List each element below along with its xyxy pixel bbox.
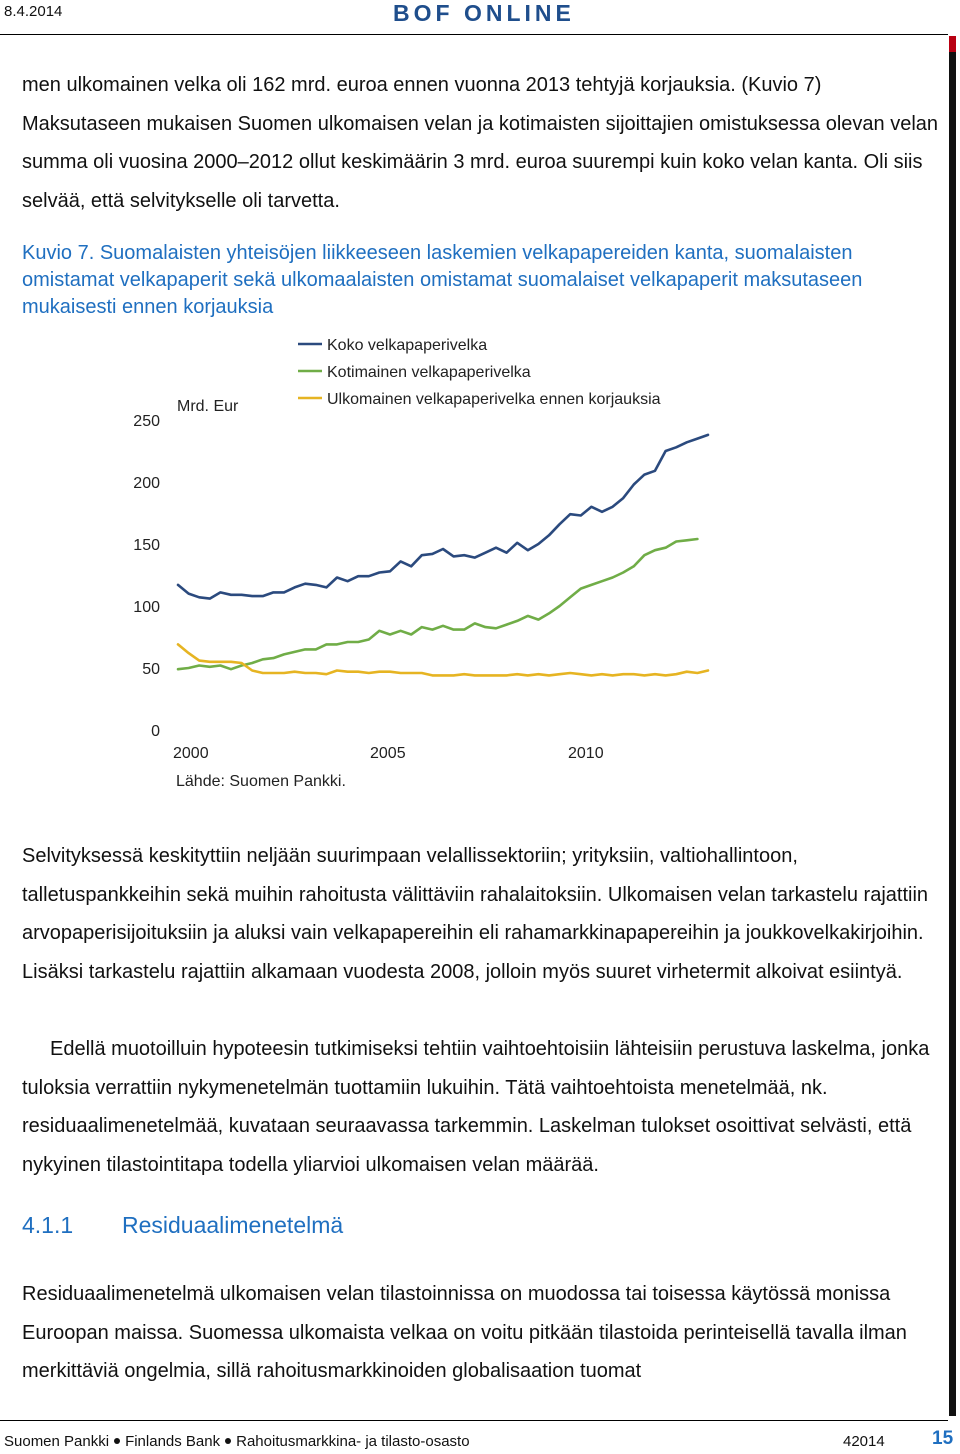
chart-legend xyxy=(298,337,661,408)
series-line xyxy=(178,539,697,669)
footer-department: Rahoitusmarkkina- ja tilasto-osasto xyxy=(236,1433,470,1450)
chart-source: Lähde: Suomen Pankki. xyxy=(176,773,346,790)
x-tick-label: 2000 xyxy=(173,745,209,762)
y-tick-label: 50 xyxy=(142,661,160,678)
y-tick-label: 200 xyxy=(133,475,160,492)
side-color-strip xyxy=(949,36,956,1416)
legend-label: Koko velkapaperivelka xyxy=(327,337,488,354)
chart-y-axis-label: Mrd. Eur xyxy=(177,398,239,415)
series-line xyxy=(178,435,708,599)
paragraph-2: Edellä muotoilluin hypoteesin tutkimiseksi tehtiin vaihtoehtoisiin lähteisiin perustuva laskelma, jonka tuloksia verrattiin nykymenetelmän tuottamiin lukuihin. Tätä vaihtoehtoista menetelmää, nk. residuaalimenetelmää, kuvataan seuraavassa tarkemmin. Laskelman tulokset osoittivat selvästi, että nykyinen tilastointitapa todella yliarvioi ulkomaisen velan määrää. xyxy=(22,1038,930,1176)
footer-org-sv: Finlands Bank xyxy=(125,1433,221,1450)
footer-org-fi: Suomen Pankki xyxy=(4,1433,110,1450)
page-number: 15 xyxy=(932,1428,954,1449)
bullet-icon xyxy=(114,1438,120,1444)
section-heading xyxy=(22,1212,343,1239)
chart-y-ticks xyxy=(133,413,160,740)
paragraph-1: Selvityksessä keskityttiin neljään suurimpaan velallissektoriin; yrityksiin, valtiohallintoon, talletuspankkeihin sekä muihin rahoitusta välittäviin rahalaitoksiin. Ulkomaisen velan tarkastelu rajattiin arvopaperisijoituksiin ja aluksi vain velkapapereihin eli rahamarkkinapapereihin ja joukkovelkakirjoihin. Lisäksi tarkastelu rajattiin alkamaan vuodesta 2008, jolloin myös suuret virhetermit alkoivat esiintyä. xyxy=(22,845,929,983)
footer-left xyxy=(4,1433,470,1450)
y-tick-label: 100 xyxy=(133,599,160,616)
side-strip-red xyxy=(949,36,956,52)
y-tick-label: 150 xyxy=(133,537,160,554)
legend-label: Kotimainen velkapaperivelka xyxy=(327,364,531,381)
chart-x-ticks xyxy=(173,745,604,762)
legend-label: Ulkomainen velkapaperivelka ennen korjauksia xyxy=(327,391,661,408)
debt-securities-chart xyxy=(0,326,760,806)
footer-issue-number: 4 xyxy=(843,1433,852,1450)
bullet-icon xyxy=(225,1438,231,1444)
header-title: BOF ONLINE xyxy=(393,0,575,26)
figure-caption: Kuvio 7. Suomalaisten yhteisöjen liikkeeseen laskemien velkapapereiden kanta, suomalaisten omistamat velkapaperit sekä ulkomaalaisten omistamat suomalaiset velkapaperit maksutaseen mukaisesti ennen korjauksia xyxy=(22,242,863,318)
footer-issue xyxy=(843,1433,885,1450)
section-paragraph: Residuaalimenetelmä ulkomaisen velan tilastoinnissa on muodossa tai toisessa käytössä monissa Euroopan maissa. Suomessa ulkomaista velkaa on voitu pitkään tilastoida perinteisellä tavalla ilman merkittäviä ongelmia, sillä rahoitusmarkkinoiden globalisaation tuomat xyxy=(22,1283,907,1382)
intro-paragraph: men ulkomainen velka oli 162 mrd. euroa ennen vuonna 2013 tehtyjä korjauksia. (Kuvio 7) Maksutaseen mukaisen Suomen ulkomaisen velan ja kotimaisten sijoittajien omistuksessa olevan velan summa oli vuosina 2000–2012 ollut keskimäärin 3 mrd. euroa suurempi kuin koko velan kanta. Oli siis selvää, että selvitykselle oli tarvetta. xyxy=(22,74,939,212)
header-rule xyxy=(0,34,948,35)
section-title: Residuaalimenetelmä xyxy=(122,1212,344,1238)
side-strip-black xyxy=(949,52,956,1416)
chart-series-lines xyxy=(178,435,708,676)
section-number: 4.1.1 xyxy=(22,1212,74,1238)
y-tick-label: 250 xyxy=(133,413,160,430)
y-tick-label: 0 xyxy=(151,723,160,740)
x-tick-label: 2010 xyxy=(568,745,604,762)
footer-year: 2014 xyxy=(851,1433,885,1450)
footer-rule xyxy=(0,1420,948,1421)
x-tick-label: 2005 xyxy=(370,745,406,762)
header-date: 8.4.2014 xyxy=(4,3,63,20)
